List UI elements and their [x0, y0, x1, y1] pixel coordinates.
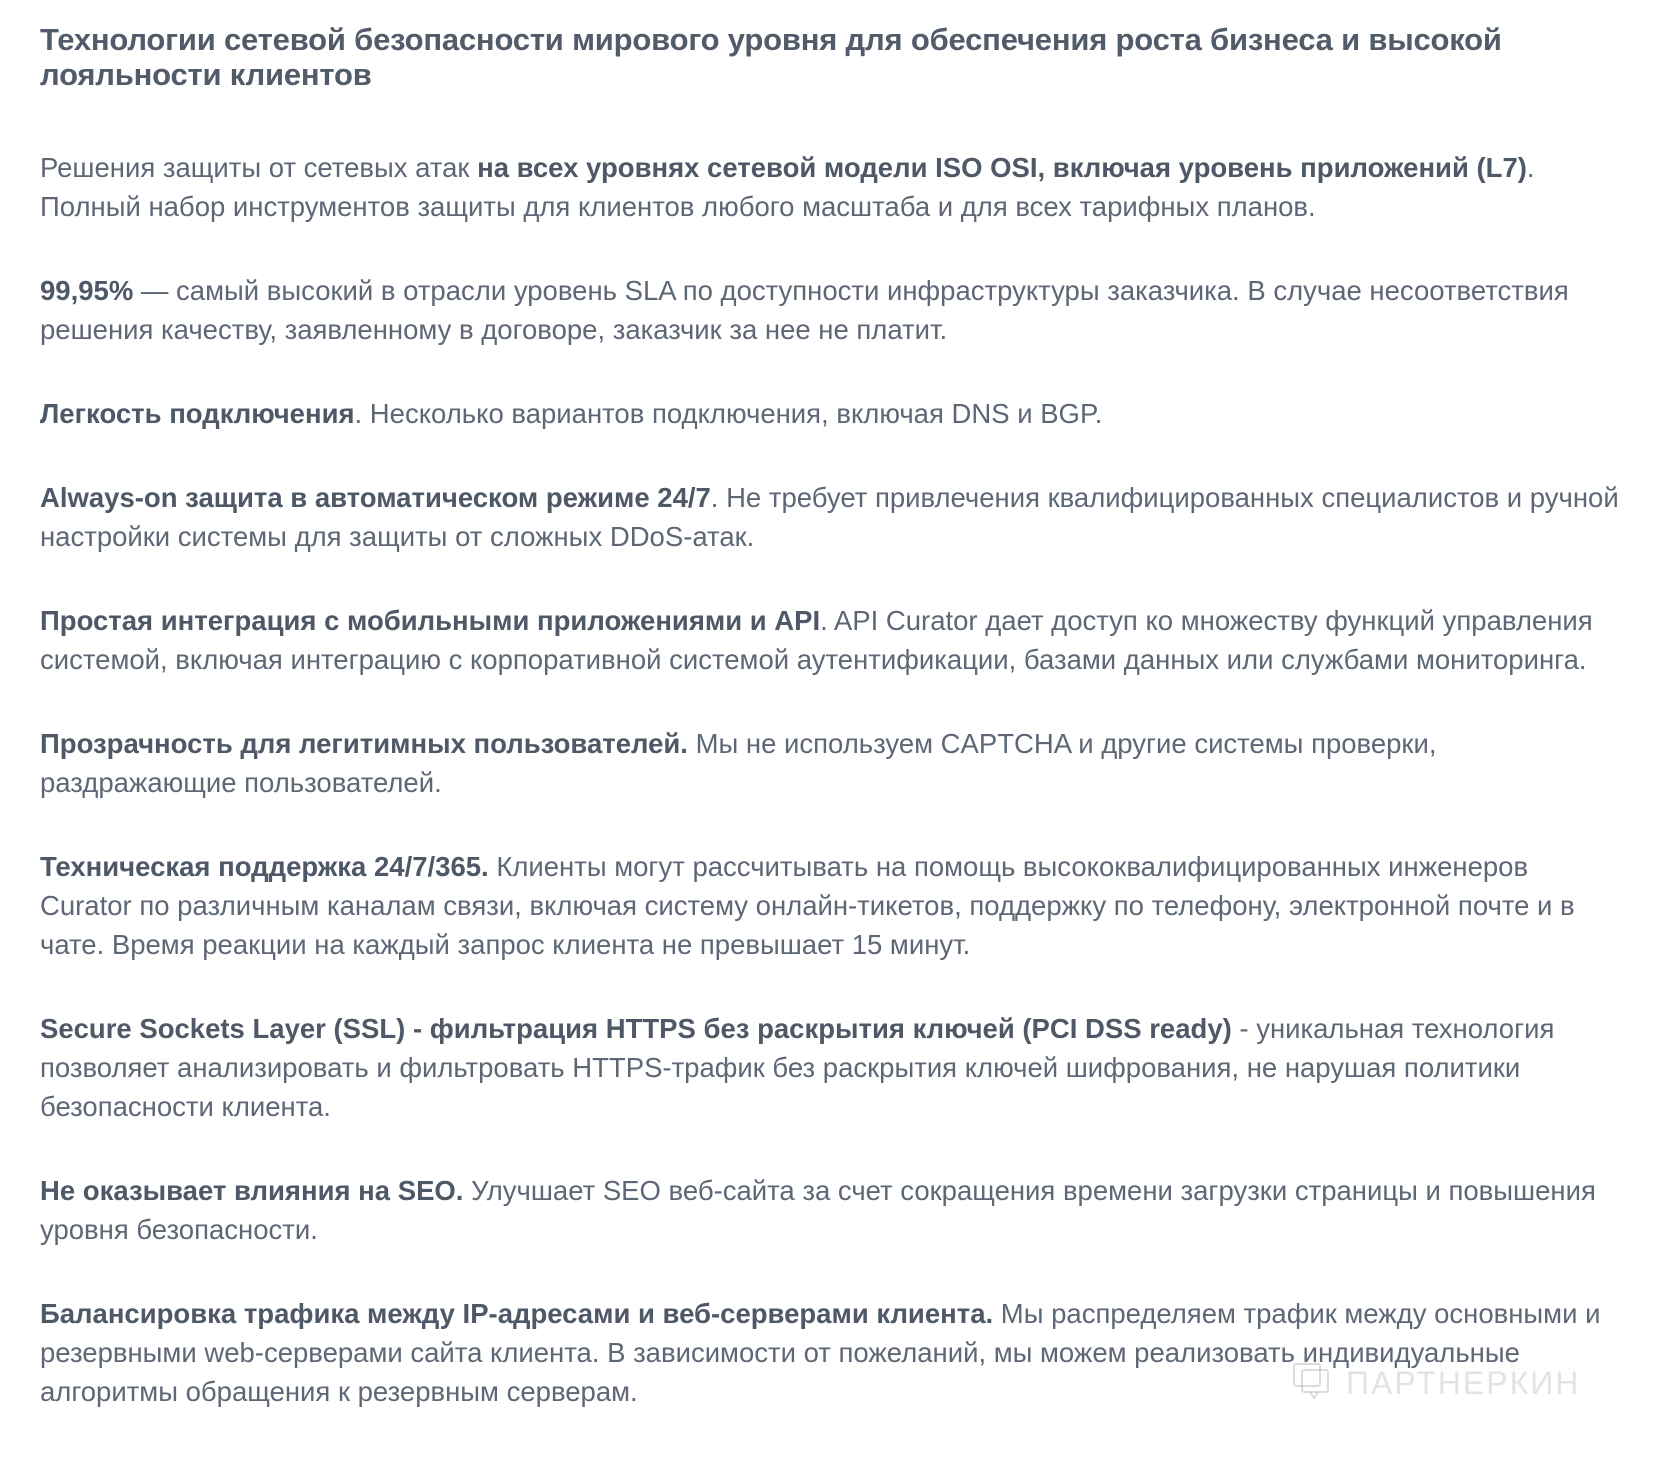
paragraph-highlight: Не оказывает влияния на SEO.: [40, 1175, 464, 1206]
paragraph-text: Мы распределяем трафик между основными и резервными web-серверами сайта клиента. В зависимости от пожеланий, мы можем реализовать индивидуальные алгоритмы обращения к резервным серверам.: [40, 1298, 1601, 1407]
paragraph-transparency: [40, 724, 1620, 802]
paragraph-highlight: Легкость подключения: [40, 398, 355, 429]
paragraph-easy-connection: [40, 394, 1620, 433]
paragraph-osi-protection: [40, 148, 1620, 226]
paragraph-text: Улучшает SEO веб-сайта за счет сокращения времени загрузки страницы и повышения уровня безопасности.: [40, 1175, 1596, 1245]
paragraph-lead: Решения защиты от сетевых атак: [40, 152, 478, 183]
paragraph-highlight: 99,95%: [40, 275, 134, 306]
paragraph-text: Клиенты могут рассчитывать на помощь высококвалифицированных инженеров Curator по различным каналам связи, включая систему онлайн-тикетов, поддержку по телефону, электронной почте и в чате. Время реакции на каждый запрос клиента не превышает 15 минут.: [40, 851, 1575, 960]
paragraph-sla: [40, 271, 1620, 349]
paragraph-seo: [40, 1171, 1620, 1249]
paragraph-text: . Полный набор инструментов защиты для клиентов любого масштаба и для всех тарифных планов.: [40, 152, 1535, 222]
paragraph-text: — самый высокий в отрасли уровень SLA по доступности инфраструктуры заказчика. В случае несоответствия решения качеству, заявленному в договоре, заказчик за нее не платит.: [40, 275, 1569, 345]
paragraph-text: . Не требует привлечения квалифицированных специалистов и ручной настройки системы для защиты от сложных DDoS-атак.: [40, 482, 1619, 552]
paragraph-support: [40, 847, 1620, 964]
paragraph-text: Мы не используем CAPTCHA и другие системы проверки, раздражающие пользователей.: [40, 728, 1437, 798]
paragraph-highlight: Secure Sockets Layer (SSL) - фильтрация HTTPS без раскрытия ключей (PCI DSS ready): [40, 1013, 1232, 1044]
paragraph-text: - уникальная технология позволяет анализировать и фильтровать HTTPS-трафик без раскрытия ключей шифрования, не нарушая политики безопасности клиента.: [40, 1013, 1555, 1122]
paragraph-highlight: Always-on защита в автоматическом режиме 24/7: [40, 482, 711, 513]
paragraph-load-balancing: [40, 1294, 1620, 1411]
paragraph-highlight: Прозрачность для легитимных пользователей.: [40, 728, 688, 759]
paragraph-highlight: Балансировка трафика между IP-адресами и веб-серверами клиента.: [40, 1298, 994, 1329]
paragraph-ssl: [40, 1009, 1620, 1126]
paragraph-always-on: [40, 478, 1620, 556]
page-title: Технологии сетевой безопасности мирового уровня для обеспечения роста бизнеса и высокой лояльности клиентов: [40, 22, 1502, 92]
paragraph-highlight: Простая интеграция с мобильными приложениями и API: [40, 605, 821, 636]
paragraph-text: . API Curator дает доступ ко множеству функций управления системой, включая интеграцию с корпоративной системой аутентификации, базами данных или службами мониторинга.: [40, 605, 1593, 675]
paragraph-text: . Несколько вариантов подключения, включая DNS и BGP.: [354, 398, 1103, 429]
paragraph-api-integration: [40, 601, 1620, 679]
paragraph-highlight: на всех уровнях сетевой модели ISO OSI, включая уровень приложений (L7): [477, 152, 1527, 183]
paragraph-highlight: Техническая поддержка 24/7/365.: [40, 851, 489, 882]
watermark-text: ПАРТНЕРКИН: [1346, 1364, 1581, 1401]
article: [40, 22, 1620, 1456]
